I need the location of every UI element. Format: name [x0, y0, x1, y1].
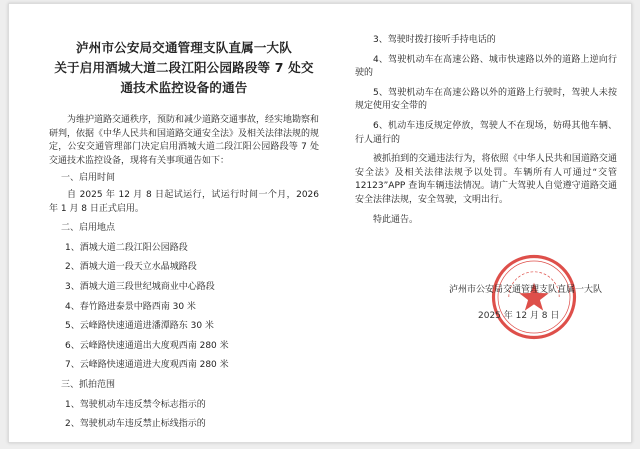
closing-paragraph: 被抓拍到的交通违法行为，将依照《中华人民共和国道路交通安全法》及相关法律法规予以处罚。车辆所有人可通过“交管12123”APP 查询车辆违法情况。请广大驾驶人自觉遵守道路交通安全法律法规，安全驾驶，文明出行。: [355, 154, 617, 205]
section-heading-locations: 二、启用地点: [61, 223, 116, 234]
intro-paragraph: 为维护道路交通秩序，预防和减少道路交通事故，经实地勘察和研判，依据《中华人民共和国道路交通安全法》及相关法律法规的规定，公安交通管理部门决定启用酒城大道二段江阳公园路段等 7 处交通技术监控设备，现将有关事项通告如下：: [49, 115, 320, 166]
location-item: 3、酒城大道三段世纪城商业中心路段: [65, 281, 215, 292]
left-column: [49, 34, 319, 438]
time-paragraph: 自 2025 年 12 月 8 日起试运行，试运行时间一个月，2026 年 1 月 8 日正式启用。: [49, 189, 319, 214]
scope-item: 1、驾驶机动车违反禁令标志指示的: [65, 399, 206, 410]
title-line-2: 关于启用酒城大道二段江阳公园路段等 7 处交: [54, 60, 314, 75]
scope-item: 3、驾驶时拨打接听手持电话的: [373, 35, 496, 45]
right-column: [355, 34, 617, 233]
section-heading-scope: 三、抓拍范围: [61, 379, 116, 390]
title-line-3: 通技术监控设备的通告: [120, 80, 248, 95]
document-title: [49, 38, 319, 98]
scope-item: 2、驾驶机动车违反禁止标线指示的: [65, 419, 206, 430]
location-item: 5、云峰路快速通道进潘潭路东 30 米: [65, 321, 214, 332]
issuer-name: 泸州市公安局交通管理支队直属一大队: [449, 285, 603, 295]
official-seal-icon: [489, 252, 579, 342]
location-item: 1、酒城大道二段江阳公园路段: [65, 242, 188, 253]
title-line-1: 泸州市公安局交通管理支队直属一大队: [76, 40, 292, 55]
issue-date: 2025 年 12 月 8 日: [478, 311, 560, 321]
section-heading-time: 一、启用时间: [61, 173, 116, 184]
location-item: 4、春竹路进泰景中路西南 30 米: [65, 301, 196, 312]
location-item: 2、酒城大道一段天立水晶城路段: [65, 262, 197, 273]
location-item: 7、云峰路快速通道进大度观西南 280 米: [65, 360, 229, 371]
scope-item: 5、驾驶机动车在高速公路以外的道路上行驶时，驾驶人未按规定使用安全带的: [355, 87, 617, 112]
location-item: 6、云峰路快速通道出大度观西南 280 米: [65, 340, 229, 351]
end-note: 特此通告。: [373, 214, 419, 225]
scope-item: 4、驾驶机动车在高速公路、城市快速路以外的道路上逆向行驶的: [355, 54, 617, 79]
scope-item: 6、机动车违反规定停放，驾驶人不在现场，妨碍其他车辆、行人通行的: [355, 120, 617, 145]
document-page: [8, 3, 632, 443]
